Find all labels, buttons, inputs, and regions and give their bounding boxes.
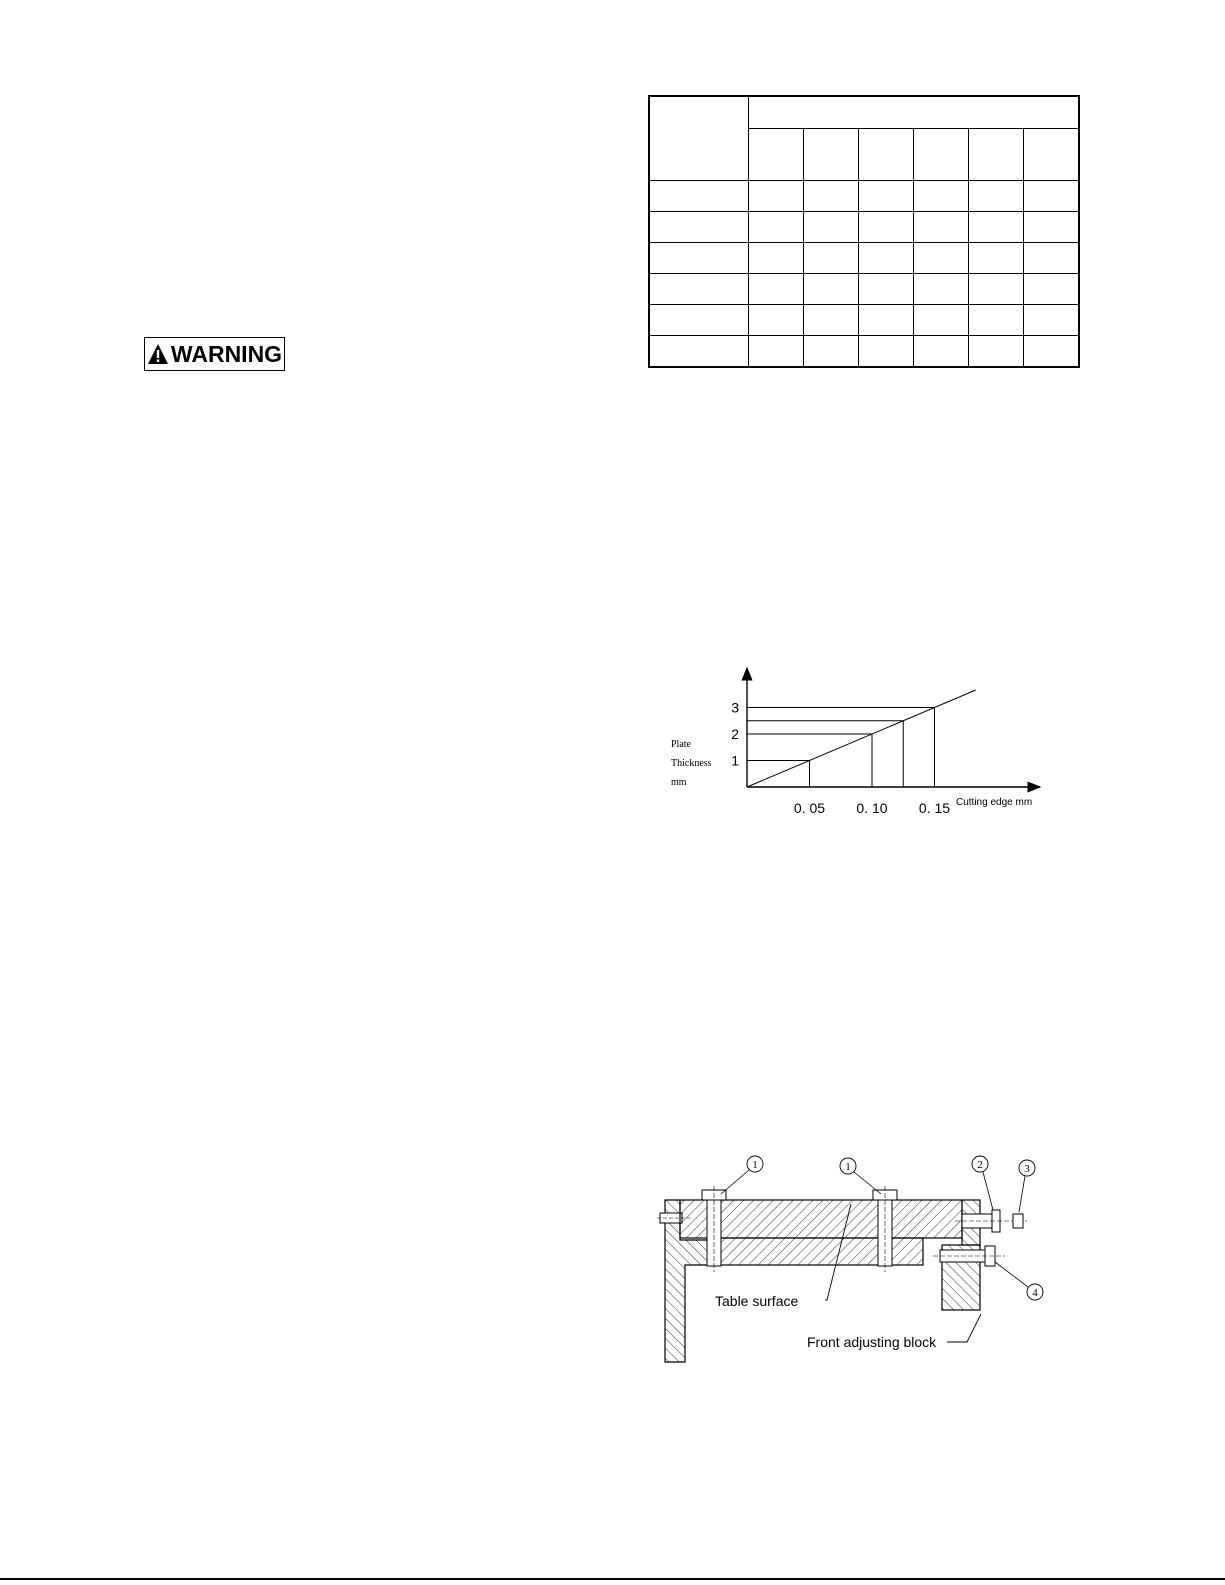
table-group-header — [749, 96, 1080, 129]
table-row-label — [649, 243, 749, 274]
x-tick-label: 0. 05 — [793, 800, 826, 816]
relation-line — [747, 690, 976, 787]
table-row-label — [649, 181, 749, 212]
x-tick-label: 0. 10 — [856, 800, 888, 816]
table-row-label — [649, 212, 749, 243]
table-cell — [804, 243, 859, 274]
table-cell — [969, 274, 1024, 305]
table-cell — [914, 181, 969, 212]
table-col-header — [749, 129, 804, 181]
svg-text:1: 1 — [752, 1159, 758, 1171]
table-cell — [1024, 336, 1080, 368]
table-cell — [969, 212, 1024, 243]
table-row — [649, 243, 1079, 274]
svg-text:4: 4 — [1032, 1287, 1038, 1299]
table-cell — [859, 212, 914, 243]
table-cell — [804, 274, 859, 305]
table-cell — [914, 212, 969, 243]
table-cell — [859, 181, 914, 212]
table-col-header — [859, 129, 914, 181]
table-cell — [969, 181, 1024, 212]
table-col-header — [914, 129, 969, 181]
table-cell — [859, 274, 914, 305]
table-col-header — [1024, 129, 1080, 181]
table-cell — [749, 305, 804, 336]
spec-table — [648, 95, 1080, 368]
warning-triangle-icon — [147, 343, 169, 365]
svg-text:1: 1 — [845, 1161, 851, 1173]
y-tick-label: 1 — [731, 752, 739, 769]
table-cross-section-diagram — [655, 1150, 1065, 1370]
warning-label: WARNING — [170, 340, 283, 367]
table-surface-label: Table surface — [715, 1293, 799, 1309]
table-cell — [804, 305, 859, 336]
table-col-header — [804, 129, 859, 181]
table-cell — [1024, 305, 1080, 336]
table-cell — [1024, 243, 1080, 274]
table-row-label — [649, 336, 749, 368]
table-cell — [804, 336, 859, 368]
table-row — [649, 336, 1079, 368]
y-axis-label-line-3: mm — [671, 777, 687, 788]
table-corner-cell — [649, 96, 749, 181]
page-bottom-rule — [0, 1578, 1225, 1580]
y-tick-label: 3 — [731, 699, 739, 716]
table-row — [649, 274, 1079, 305]
table-cell — [914, 274, 969, 305]
table-cell — [859, 305, 914, 336]
table-cell — [749, 212, 804, 243]
table-cell — [749, 181, 804, 212]
table-cell — [859, 243, 914, 274]
callout-4 — [995, 1262, 1043, 1300]
table-cell — [969, 305, 1024, 336]
callout-1a — [721, 1156, 763, 1194]
y-axis-label-line-2: Thickness — [671, 758, 712, 769]
callout-1b — [840, 1158, 881, 1194]
cutting-edge-chart — [668, 660, 1058, 825]
svg-text:3: 3 — [1024, 1163, 1030, 1175]
lock-nut-3 — [1013, 1214, 1023, 1228]
table-row — [649, 305, 1079, 336]
table-row-label — [649, 305, 749, 336]
table-top-plate — [680, 1200, 962, 1238]
table-cell — [1024, 274, 1080, 305]
table-row — [649, 181, 1079, 212]
table-cell — [914, 243, 969, 274]
x-axis-label: Cutting edge mm — [956, 797, 1033, 808]
y-axis-label-line-1: Plate — [671, 739, 691, 750]
table-header-row — [649, 96, 1079, 129]
table-cell — [914, 305, 969, 336]
table-row-label — [649, 274, 749, 305]
table-col-header — [969, 129, 1024, 181]
table-cell — [859, 336, 914, 368]
svg-text:2: 2 — [977, 1159, 983, 1171]
callout-3 — [1019, 1160, 1035, 1212]
table-cell — [1024, 181, 1080, 212]
table-cell — [804, 212, 859, 243]
y-tick-label: 2 — [731, 726, 739, 742]
table-cell — [1024, 212, 1080, 243]
x-tick-label: 0. 15 — [918, 800, 951, 816]
table-cell — [749, 274, 804, 305]
table-row — [649, 212, 1079, 243]
table-cell — [914, 336, 969, 368]
table-cell — [969, 336, 1024, 368]
front-adjusting-block-label: Front adjusting block — [807, 1334, 937, 1350]
table-cell — [749, 243, 804, 274]
warning-badge — [144, 337, 285, 371]
table-cell — [969, 243, 1024, 274]
table-cell — [804, 181, 859, 212]
table-cell — [749, 336, 804, 368]
